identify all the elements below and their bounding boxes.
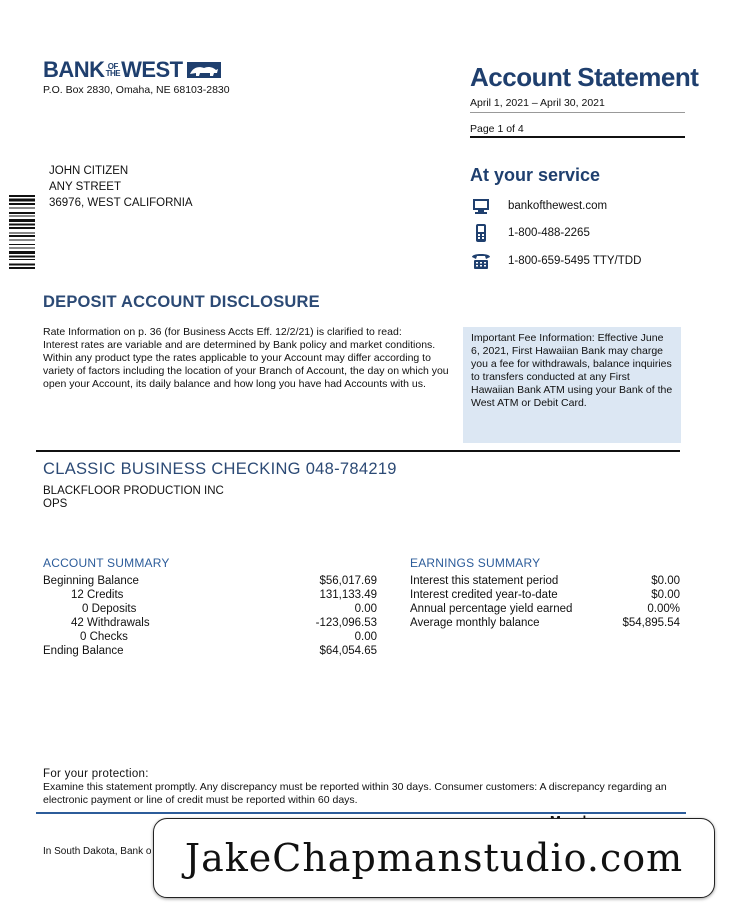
- earnings-summary-table: [410, 574, 680, 630]
- earnings-row: [410, 602, 680, 616]
- summary-row: [43, 630, 377, 644]
- customer-name: JOHN CITIZEN: [49, 165, 129, 177]
- disclosure-rate-line: Rate Information on p. 36 (for Business Accts Eff. 12/2/21) is clarified to read:: [43, 326, 402, 338]
- earnings-label: Interest this statement period: [410, 575, 559, 587]
- service-website[interactable]: [470, 197, 607, 215]
- summary-value: $56,017.69: [319, 575, 377, 587]
- disclosure-text: [43, 326, 455, 391]
- summary-value: -123,096.53: [315, 617, 377, 629]
- business-name: BLACKFLOOR PRODUCTION INC: [43, 485, 224, 497]
- logo-the: THE: [105, 69, 121, 78]
- service-title: At your service: [470, 165, 601, 185]
- summary-label: 42 Withdrawals: [71, 617, 150, 629]
- page-number: Page 1 of 4: [470, 123, 524, 135]
- summary-row: [43, 588, 377, 602]
- earnings-value: $0.00: [651, 575, 680, 587]
- protection-text: Examine this statement promptly. Any discrepancy must be reported within 30 days. Consumer customers: A discrepancy regarding an electronic payment or line of credit must be reported within 60 days.: [43, 781, 667, 806]
- divider: [470, 136, 685, 138]
- bank-logo: [43, 57, 221, 83]
- summary-value: 0.00: [354, 631, 377, 643]
- tty-phone-icon: [470, 252, 492, 270]
- statement-period: April 1, 2021 – April 30, 2021: [470, 97, 605, 109]
- logo-of: OF: [107, 62, 118, 71]
- earnings-row: [410, 616, 680, 630]
- earnings-label: Average monthly balance: [410, 617, 540, 629]
- bank-address: P.O. Box 2830, Omaha, NE 68103-2830: [43, 84, 230, 96]
- account-holder: [43, 485, 224, 511]
- earnings-value: $54,895.54: [622, 617, 680, 629]
- summary-row: [43, 602, 377, 616]
- disclosure-body: Interest rates are variable and are determined by Bank policy and market conditions. Within any product type the rates applicable to your Account may differ according to variety of factors including the location of your Branch of Account, the day on which you open your Account, its daily balance and how long you have had Accounts with us.: [43, 339, 449, 390]
- section-divider: [36, 450, 680, 452]
- computer-icon: [470, 197, 492, 215]
- logo-bank-text: BANK: [43, 57, 105, 82]
- summary-value: 0.00: [354, 603, 377, 615]
- disclosure-title: DEPOSIT ACCOUNT DISCLOSURE: [43, 293, 320, 311]
- mobile-phone-icon: [470, 224, 492, 242]
- fee-information-box: Important Fee Information: Effective June 6, 2021, First Hawaiian Bank may charge you a fee for withdrawals, balance inquiries to transfers conducted at any First Hawaiian Bank ATM using your Bank of the West ATM or Debit Card.: [463, 327, 681, 443]
- logo-west-text: WEST: [121, 57, 183, 82]
- summary-label: 0 Deposits: [82, 603, 137, 615]
- earnings-value: 0.00%: [647, 603, 680, 615]
- earnings-row: [410, 588, 680, 602]
- earnings-value: $0.00: [651, 589, 680, 601]
- earnings-label: Annual percentage yield earned: [410, 603, 573, 615]
- barcode: [9, 195, 35, 287]
- customer-street: ANY STREET: [49, 181, 121, 193]
- summary-value: $64,054.65: [319, 645, 377, 657]
- summary-label: 12 Credits: [71, 589, 124, 601]
- service-phone[interactable]: [470, 224, 590, 242]
- earnings-row: [410, 574, 680, 588]
- summary-label: Ending Balance: [43, 645, 124, 657]
- tty-number[interactable]: 1-800-659-5495 TTY/TDD: [508, 255, 642, 267]
- protection-heading: For your protection:: [43, 768, 149, 780]
- south-dakota-note: In South Dakota, Bank o: [43, 846, 152, 857]
- logo-ofthe-text: [106, 63, 121, 77]
- account-title: CLASSIC BUSINESS CHECKING 048-784219: [43, 460, 397, 478]
- bear-logo-icon: [187, 60, 221, 80]
- earnings-label: Interest credited year-to-date: [410, 589, 558, 601]
- phone-number[interactable]: 1-800-488-2265: [508, 227, 590, 239]
- summary-row: [43, 574, 377, 588]
- website-link[interactable]: bankofthewest.com: [508, 200, 608, 212]
- account-summary-table: [43, 574, 377, 658]
- summary-row: [43, 644, 377, 658]
- summary-label: 0 Checks: [80, 631, 128, 643]
- summary-row: [43, 616, 377, 630]
- business-subline: OPS: [43, 498, 68, 510]
- divider: [470, 112, 685, 113]
- earnings-summary-heading: EARNINGS SUMMARY: [410, 556, 541, 570]
- account-summary-heading: ACCOUNT SUMMARY: [43, 556, 170, 570]
- summary-value: 131,133.49: [319, 589, 377, 601]
- watermark-banner: JakeChapmanstudio.com: [153, 818, 715, 898]
- summary-label: Beginning Balance: [43, 575, 139, 587]
- statement-title: Account Statement: [470, 62, 699, 92]
- service-tty[interactable]: [470, 252, 641, 270]
- customer-city: 36976, WEST CALIFORNIA: [49, 197, 193, 209]
- customer-address: [49, 163, 193, 211]
